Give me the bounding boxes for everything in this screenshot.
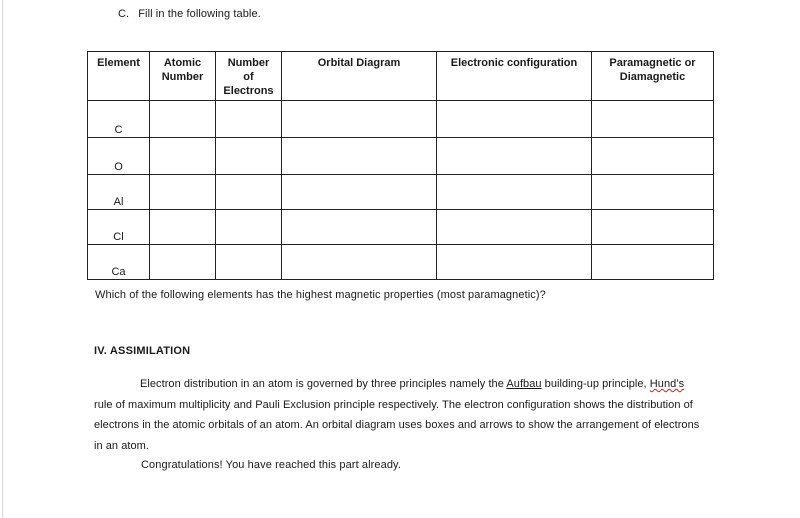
element-cell: C xyxy=(88,101,150,138)
orbital-diagram-cell[interactable] xyxy=(282,101,437,138)
orbital-diagram-cell[interactable] xyxy=(282,245,437,280)
orbital-diagram-cell[interactable] xyxy=(282,175,437,210)
page-edge xyxy=(2,0,3,518)
table-row xyxy=(88,101,714,138)
magnetism-cell[interactable] xyxy=(592,175,714,210)
atomic-number-cell[interactable] xyxy=(150,210,216,245)
electrons-cell[interactable] xyxy=(216,210,282,245)
table-row xyxy=(88,138,714,175)
element-cell: Ca xyxy=(88,245,150,280)
instruction-text: Fill in the following table. xyxy=(138,8,261,20)
table-instruction xyxy=(118,8,261,20)
header-element: Element xyxy=(88,52,150,101)
element-cell: O xyxy=(88,138,150,175)
paramagnetic-question: Which of the following elements has the highest magnetic properties (most paramagnetic)? xyxy=(95,289,546,301)
element-cell: Al xyxy=(88,175,150,210)
magnetism-cell[interactable] xyxy=(592,245,714,280)
table-row xyxy=(88,210,714,245)
aufbau-term: Aufbau xyxy=(506,378,542,390)
table-row xyxy=(88,245,714,280)
element-cell: Cl xyxy=(88,210,150,245)
header-magnetism: Paramagnetic or Diamagnetic xyxy=(592,52,714,101)
electrons-cell[interactable] xyxy=(216,101,282,138)
configuration-cell[interactable] xyxy=(437,210,592,245)
header-number-of-electrons: Number of Electrons xyxy=(216,52,282,101)
electrons-cell[interactable] xyxy=(216,175,282,210)
magnetism-cell[interactable] xyxy=(592,210,714,245)
atomic-number-cell[interactable] xyxy=(150,245,216,280)
magnetism-cell[interactable] xyxy=(592,138,714,175)
atomic-number-cell[interactable] xyxy=(150,101,216,138)
configuration-cell[interactable] xyxy=(437,245,592,280)
configuration-cell[interactable] xyxy=(437,138,592,175)
electrons-cell[interactable] xyxy=(216,138,282,175)
configuration-cell[interactable] xyxy=(437,101,592,138)
header-orbital-diagram: Orbital Diagram xyxy=(282,52,437,101)
congratulations-text: Congratulations! You have reached this part already. xyxy=(141,459,401,471)
atomic-number-cell[interactable] xyxy=(150,138,216,175)
table-header-row xyxy=(88,52,714,101)
hunds-term: Hund’s xyxy=(649,378,685,390)
element-table xyxy=(87,51,714,280)
orbital-diagram-cell[interactable] xyxy=(282,138,437,175)
assimilation-paragraph: Electron distribution in an atom is governed by three principles namely the Aufbau building-up principle, Hund’s rule of maximum multiplicity and Pauli Exclusion principle respectively. The electron configuration shows the distribution of electrons in the atomic orbitals of an atom. An orbital diagram uses boxes and arrows to show the arrangement of electrons in an atom. xyxy=(94,378,700,452)
electrons-cell[interactable] xyxy=(216,245,282,280)
magnetism-cell[interactable] xyxy=(592,101,714,138)
atomic-number-cell[interactable] xyxy=(150,175,216,210)
orbital-diagram-cell[interactable] xyxy=(282,210,437,245)
configuration-cell[interactable] xyxy=(437,175,592,210)
table-row xyxy=(88,175,714,210)
section-title: IV. ASSIMILATION xyxy=(94,345,191,357)
item-marker: C. xyxy=(118,8,130,20)
header-atomic-number: Atomic Number xyxy=(150,52,216,101)
header-electronic-configuration: Electronic configuration xyxy=(437,52,592,101)
